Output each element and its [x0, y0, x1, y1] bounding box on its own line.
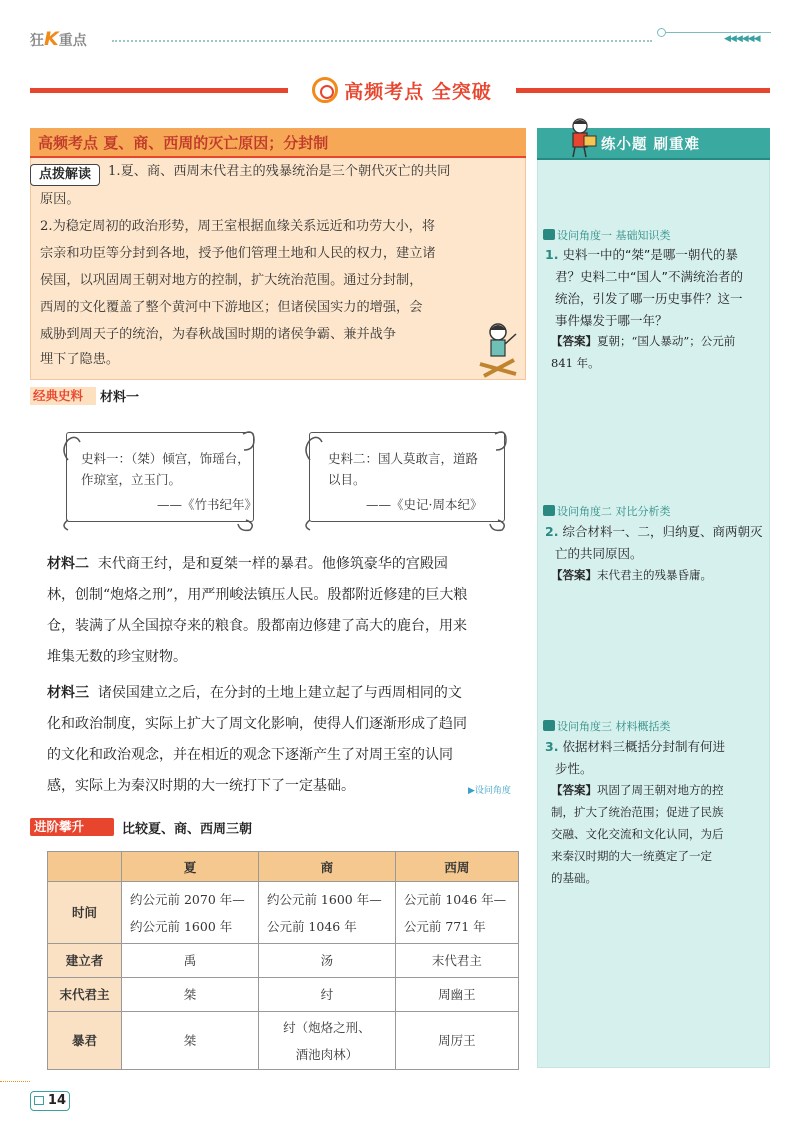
angle-text: 设问角度三 材料概括类 — [557, 720, 671, 733]
row-label: 暴君 — [48, 1012, 122, 1070]
scroll-roll-two-icon — [300, 420, 512, 532]
table-header-cell: 夏 — [122, 852, 259, 882]
table-cell — [258, 882, 395, 944]
table-header-cell: 商 — [258, 852, 395, 882]
topic-heading-bar — [30, 128, 526, 156]
section-bar-right — [516, 88, 770, 93]
table-cell: 周幽王 — [395, 978, 518, 1012]
angle-badge-icon — [543, 720, 555, 731]
material-two-text: 末代商王纣，是和夏桀一样的暴君。他修筑豪华的宫殿园 — [97, 556, 448, 572]
answer-line: 来秦汉时期的大一统奠定了一定 — [551, 849, 712, 863]
material-two-line: 堆集无数的珍宝财物。 — [47, 649, 187, 665]
topic-line: 西周的文化覆盖了整个黄河中下游地区；但诸侯国实力的增强，会 — [40, 300, 423, 315]
material-three-line: 感，实际上为秦汉时期的大一统打下了一定基础。 — [47, 778, 355, 794]
table-cell — [122, 882, 259, 944]
table-header-row — [48, 852, 519, 882]
scroll-one-source: ——《竹书纪年》 — [157, 497, 258, 512]
cell-line: 约公元前 1600 年 — [130, 918, 233, 934]
student-figure-icon — [564, 116, 600, 158]
question-line: 事件爆发于哪一年？ — [555, 313, 668, 328]
material-three-label: 材料三 — [47, 685, 89, 701]
scroll-two-line1: 史料二：国人莫敢言，道路 — [328, 451, 479, 466]
material-three-line: 化和政治制度，实际上扩大了周文化影响，使得人们逐渐形成了趋同 — [47, 716, 467, 732]
angle-text: 设问角度二 对比分析类 — [557, 505, 671, 518]
topic-line: 侯国，以巩固周王朝对地方的控制，扩大统治范围。通过分封制， — [40, 273, 423, 288]
question-line: 统治，引发了哪一历史事件？这一 — [555, 291, 743, 306]
question-text: 史料一中的“桀”是哪一朝代的暴 — [562, 247, 738, 262]
answer-line: 的基础。 — [551, 871, 597, 885]
section-title-text: 高频考点 全突破 — [344, 80, 492, 103]
cell-line: 公元前 1046 年 — [266, 918, 357, 934]
header-dotted-line — [112, 40, 652, 42]
header-arrows-icon: ◀◀◀◀◀◀ — [724, 34, 760, 44]
row-label: 建立者 — [48, 944, 122, 978]
question-line: 君？史料二中“国人”不满统治者的 — [555, 269, 743, 284]
table-row — [48, 944, 519, 978]
material-two-line — [47, 549, 529, 580]
question-number: 3. — [545, 739, 559, 754]
thinking-mascot-icon — [476, 320, 522, 378]
material-three-text: 诸侯国建立之后，在分封的土地上建立起了与西周相同的文 — [97, 685, 462, 701]
table-row — [48, 882, 519, 944]
header-rule — [666, 32, 771, 33]
scroll-one-line1: 史料一：（桀）倾宫，饰瑶台， — [81, 451, 250, 466]
compare-table — [47, 851, 519, 1070]
material-three-line — [47, 678, 529, 709]
advance-tag: 进阶攀升 — [30, 818, 114, 836]
angle-badge-icon — [543, 505, 555, 516]
answer-line — [551, 779, 763, 801]
brand-pre: 狂 — [30, 33, 44, 49]
topic-line: 埋下了隐患。 — [40, 352, 120, 367]
table-header-cell: 西周 — [395, 852, 518, 882]
answer-label: 【答案】 — [551, 334, 597, 348]
answer-text: 夏朝；“国人暴动”；公元前 — [597, 334, 736, 348]
compare-title: 比较夏、商、西周三朝 — [122, 822, 253, 837]
question-line: 步性。 — [555, 761, 593, 776]
header-ring-icon — [657, 28, 666, 37]
brand-post: 重点 — [58, 33, 87, 49]
book-icon — [34, 1096, 44, 1105]
question-text: 综合材料一、二，归纳夏、商两朝灭 — [562, 524, 763, 539]
answer-line: 841 年。 — [551, 356, 600, 370]
answer-line: 制，扩大了统治范围；促进了民族 — [551, 805, 724, 819]
corner-dotted-line — [0, 1081, 30, 1082]
material-one-title: 材料一 — [100, 390, 140, 405]
scroll-one-line2: 作琼室，立玉门。 — [81, 472, 182, 487]
cell-line: 约公元前 1600 年— — [266, 891, 382, 907]
row-label: 时间 — [48, 882, 122, 944]
cell-line: 酒池肉林） — [295, 1046, 359, 1062]
topic-line: 原因。 — [40, 192, 80, 207]
table-row — [48, 978, 519, 1012]
scroll-two-line2: 以目。 — [328, 472, 366, 487]
question-angle-hint: ▶设问角度 — [468, 786, 511, 796]
cell-line: 约公元前 2070 年— — [130, 891, 245, 907]
row-label: 末代君主 — [48, 978, 122, 1012]
question-angle-label — [543, 718, 671, 734]
table-cell: 纣 — [258, 978, 395, 1012]
material-two-line: 仓，装满了从全国掠夺来的粮食。殷都南边修建了高大的鹿台，用来 — [47, 618, 467, 634]
topic-tag: 点拨解读 — [30, 164, 100, 186]
answer-text: 巩固了周王朝对地方的控 — [597, 783, 724, 797]
practice-title: 练小题 刷重难 — [601, 137, 701, 153]
table-cell: 禹 — [122, 944, 259, 978]
brand-k: K — [44, 28, 59, 50]
question-line — [545, 521, 763, 543]
table-cell: 末代君主 — [395, 944, 518, 978]
topic-heading: 高频考点 夏、商、西周的灭亡原因；分封制 — [38, 134, 329, 152]
practice-heading-underline — [537, 158, 770, 160]
table-cell — [395, 882, 518, 944]
material-two-label: 材料二 — [47, 556, 89, 572]
question-number: 1. — [545, 247, 559, 262]
answer-line — [551, 330, 763, 352]
question-angle-label — [543, 503, 671, 519]
topic-line: 威胁到周天子的统治，为春秋战国时期的诸侯争霸、兼并战争 — [40, 327, 397, 342]
brand-logo — [30, 28, 87, 50]
section-bar-left — [30, 88, 288, 93]
cell-line: 公元前 1046 年— — [403, 891, 507, 907]
table-cell: 桀 — [122, 978, 259, 1012]
answer-line: 交融、文化交流和文化认同，为后 — [551, 827, 724, 841]
answer-text: 末代君主的残暴昏庸。 — [597, 568, 712, 582]
answer-label: 【答案】 — [551, 783, 597, 797]
question-line: 亡的共同原因。 — [555, 546, 643, 561]
question-line — [545, 244, 763, 266]
scroll-two-source: ——《史记·周本纪》 — [366, 497, 483, 512]
question-number: 2. — [545, 524, 559, 539]
materials-tag: 经典史料 — [30, 387, 96, 405]
table-cell: 汤 — [258, 944, 395, 978]
topic-line: 2.为稳定周初的政治形势，周王室根据血缘关系远近和功劳大小，将 — [40, 219, 436, 234]
cell-line: 纣（炮烙之刑、 — [283, 1019, 371, 1035]
topic-line: 宗亲和功臣等分封到各地，授予他们管理土地和人民的权力，建立诸 — [40, 246, 436, 261]
table-cell — [258, 1012, 395, 1070]
cell-line: 公元前 771 年 — [403, 918, 486, 934]
table-cell: 桀 — [122, 1012, 259, 1070]
material-three-line: 的文化和政治观念，并在相近的观念下逐渐产生了对周王室的认同 — [47, 747, 453, 763]
page-number: 14 — [30, 1091, 70, 1111]
question-line — [545, 736, 763, 758]
question-text: 依据材料三概括分封制有何进 — [562, 739, 725, 754]
table-row — [48, 1012, 519, 1070]
answer-line — [551, 564, 763, 586]
scroll-roll-one-icon — [58, 420, 258, 532]
section-title — [288, 73, 516, 107]
angle-text: 设问角度一 基础知识类 — [557, 229, 671, 242]
answer-label: 【答案】 — [551, 568, 597, 582]
table-header-cell — [48, 852, 122, 882]
angle-badge-icon — [543, 229, 555, 240]
swirl-icon — [312, 77, 338, 103]
question-angle-label — [543, 227, 671, 243]
table-cell: 周厉王 — [395, 1012, 518, 1070]
material-two-line: 林，创制“炮烙之刑”，用严刑峻法镇压人民。殷都附近修建的巨大粮 — [47, 587, 468, 603]
topic-line: 1.夏、商、西周末代君主的残暴统治是三个朝代灭亡的共同 — [108, 164, 451, 179]
